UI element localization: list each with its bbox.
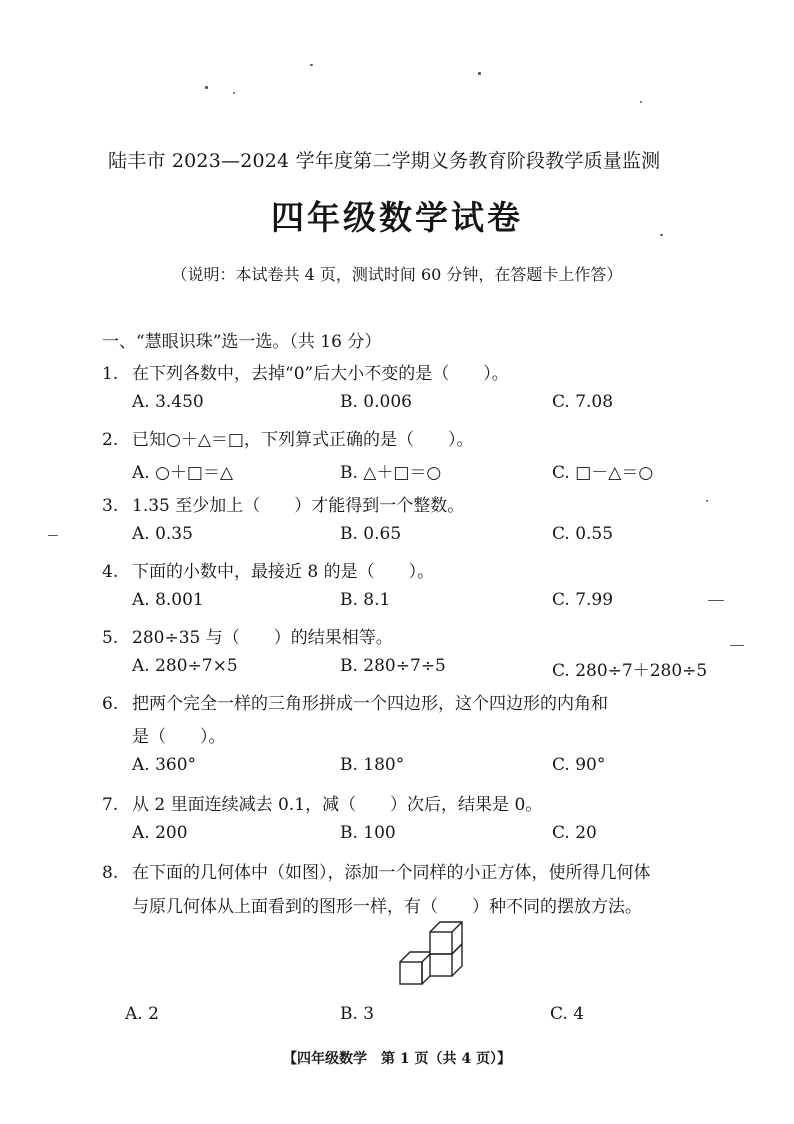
page-title: 四年级数学试卷 xyxy=(271,198,523,237)
scan-speck xyxy=(48,535,58,536)
section-heading: 一、“慧眼识珠”选一选。（共 16 分） xyxy=(102,332,382,352)
scan-speck xyxy=(706,500,708,502)
option-a: A. 2 xyxy=(125,1004,159,1024)
question-2 xyxy=(102,425,473,450)
option-a: A. 200 xyxy=(132,823,188,843)
option-b: B. 3 xyxy=(340,1004,375,1024)
option-b: B. 180° xyxy=(340,755,405,775)
scan-speck xyxy=(205,86,208,89)
question-3 xyxy=(102,491,464,516)
option-b: B. 0.65 xyxy=(340,524,402,544)
question-number: 6. xyxy=(102,694,119,714)
question-text: 在下列各数中，去掉“0”后大小不变的是（ ）。 xyxy=(132,364,509,384)
question-7 xyxy=(102,790,542,815)
question-6-continued: 是（ ）。 xyxy=(132,727,226,747)
option-b: B. 0.006 xyxy=(340,392,412,412)
question-text: 已知○＋△＝□，下列算式正确的是（ ）。 xyxy=(132,430,474,450)
option-c: C. 20 xyxy=(552,823,597,843)
question-8 xyxy=(102,858,651,883)
question-number: 3. xyxy=(102,496,119,516)
question-text: 下面的小数中，最接近 8 的是（ ）。 xyxy=(132,562,435,582)
question-text: 280÷35 与（ ）的结果相等。 xyxy=(132,628,393,648)
option-a: A. 3.450 xyxy=(132,392,204,412)
scan-speck xyxy=(660,234,663,236)
option-b: B. 8.1 xyxy=(340,590,391,610)
option-a: A. 360° xyxy=(132,755,197,775)
option-a: A. 280÷7×5 xyxy=(132,656,238,676)
option-c: C. □－△＝○ xyxy=(552,463,654,483)
question-number: 8. xyxy=(102,863,119,883)
question-number: 2. xyxy=(102,430,119,450)
page-footer: 【四年级数学 第 1 页（共 4 页）】 xyxy=(283,1051,511,1067)
question-8-continued: 与原几何体从上面看到的图形一样，有（ ）种不同的摆放方法。 xyxy=(132,897,642,917)
option-c: C. 0.55 xyxy=(552,524,614,544)
scan-speck xyxy=(310,64,313,66)
question-number: 1. xyxy=(102,364,119,384)
option-c: C. 7.08 xyxy=(552,392,614,412)
option-c: C. 7.99 xyxy=(552,590,614,610)
question-5 xyxy=(102,623,393,648)
question-1 xyxy=(102,359,509,384)
scan-speck xyxy=(708,600,724,601)
option-a: A. 0.35 xyxy=(132,524,193,544)
option-c: C. 4 xyxy=(550,1004,585,1024)
question-text: 把两个完全一样的三角形拼成一个四边形，这个四边形的内角和 xyxy=(132,694,608,714)
question-text: 在下面的几何体中（如图），添加一个同样的小正方体，使所得几何体 xyxy=(132,863,651,883)
option-c: C. 280÷7＋280÷5 xyxy=(552,661,708,681)
option-a: A. 8.001 xyxy=(132,590,204,610)
question-number: 7. xyxy=(102,795,119,815)
exam-header-line: 陆丰市 2023—2024 学年度第二学期义务教育阶段教学质量监测 xyxy=(108,150,661,172)
scan-speck xyxy=(478,72,481,75)
option-a: A. ○＋□＝△ xyxy=(132,463,234,483)
question-number: 4. xyxy=(102,562,119,582)
scan-speck xyxy=(233,92,235,94)
question-6 xyxy=(102,689,608,714)
option-b: B. △＋□＝○ xyxy=(340,463,442,483)
question-4 xyxy=(102,557,434,582)
option-b: B. 280÷7÷5 xyxy=(340,656,446,676)
question-text: 从 2 里面连续减去 0.1，减（ ）次后，结果是 0。 xyxy=(132,795,543,815)
option-c: C. 90° xyxy=(552,755,606,775)
scan-speck xyxy=(730,645,744,646)
option-b: B. 100 xyxy=(340,823,396,843)
scan-speck xyxy=(640,101,642,103)
question-text: 1.35 至少加上（ ）才能得到一个整数。 xyxy=(132,496,465,516)
exam-instructions: （说明：本试卷共 4 页，测试时间 60 分钟，在答题卡上作答） xyxy=(171,265,623,284)
cube-solid-figure xyxy=(394,918,470,992)
question-number: 5. xyxy=(102,628,119,648)
